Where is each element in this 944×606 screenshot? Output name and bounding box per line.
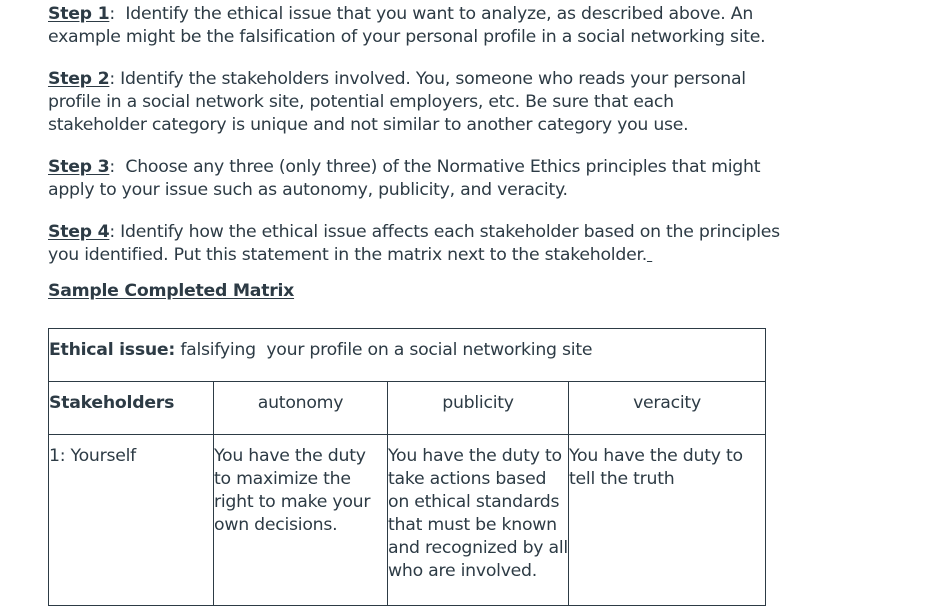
step-3-label: Step 3 (48, 157, 110, 177)
veracity-cell: You have the duty to tell the truth (569, 435, 766, 606)
step-2-separator: : (109, 69, 121, 89)
header-row (49, 382, 766, 435)
step-2-paragraph (48, 68, 748, 137)
step-4-paragraph (48, 221, 788, 267)
step-2-text: Identify the stakeholders involved. You, someone who reads your personal profile in a social network site, potential employers, etc. Be sure that each stakeholder category is unique and not similar to another category you use. (48, 69, 746, 135)
table-row (49, 435, 766, 606)
step-4-label: Step 4 (48, 222, 110, 242)
principle-header-veracity: veracity (569, 382, 766, 435)
step-3-paragraph (48, 156, 768, 202)
step-3-text: Choose any three (only three) of the Normative Ethics principles that might apply to your issue such as autonomy, publicity, and veracity. (48, 157, 761, 200)
step-1-paragraph (48, 3, 768, 49)
step-1-separator: : (109, 4, 126, 24)
ethics-matrix-table (48, 328, 766, 606)
instructions-document (48, 3, 928, 303)
issue-cell (49, 329, 766, 382)
issue-label: Ethical issue: (49, 340, 176, 360)
step-4-separator: : (109, 222, 121, 242)
principle-header-autonomy: autonomy (214, 382, 388, 435)
sample-matrix-heading: Sample Completed Matrix (48, 281, 295, 301)
stakeholder-cell: 1: Yourself (49, 435, 214, 606)
autonomy-cell: You have the duty to maximize the right to make your own decisions. (214, 435, 388, 606)
step-1-text: Identify the ethical issue that you want to analyze, as described above. An example might be the falsification of your personal profile in a social networking site. (48, 4, 766, 47)
step-3-separator: : (109, 157, 126, 177)
stakeholders-header: Stakeholders (49, 382, 214, 435)
step-2-label: Step 2 (48, 69, 110, 89)
issue-text: falsifying your profile on a social networking site (175, 340, 593, 360)
trailing-underline (647, 245, 652, 265)
publicity-cell: You have the duty to take actions based on ethical standards that must be known and recognized by all who are involved. (388, 435, 569, 606)
step-4-text: Identify how the ethical issue affects each stakeholder based on the principles you identified. Put this statement in the matrix next to the stakeholder. (48, 222, 780, 265)
issue-row (49, 329, 766, 382)
step-1-label: Step 1 (48, 4, 110, 24)
principle-header-publicity: publicity (388, 382, 569, 435)
